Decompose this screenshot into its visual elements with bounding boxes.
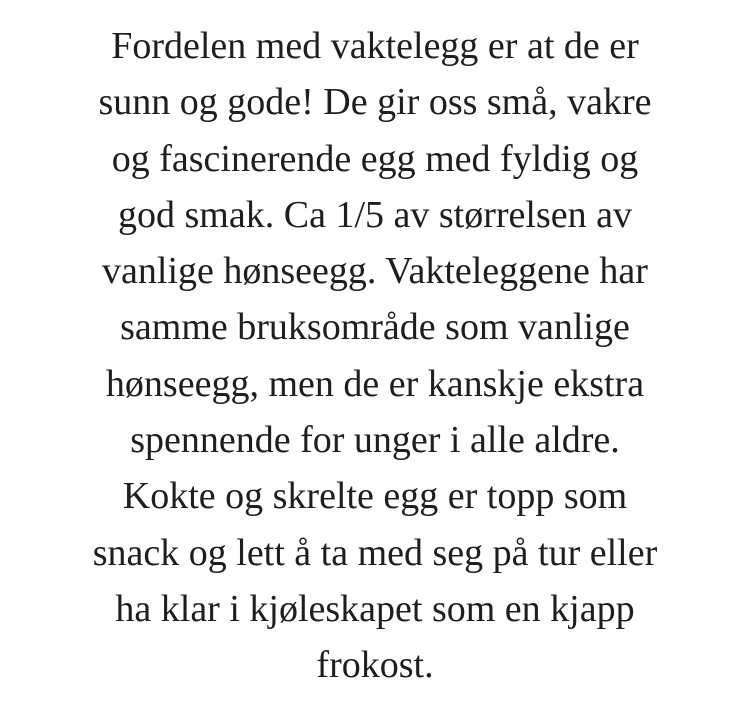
- paragraph-line: vanlige hønseegg. Vakteleggene har: [102, 250, 648, 293]
- paragraph-line: samme bruksområde som vanlige: [120, 306, 630, 349]
- paragraph-line: hønseegg, men de er kanskje ekstra: [105, 362, 645, 405]
- paragraph-line: og fascinerende egg med fyldig og: [111, 137, 639, 180]
- paragraph-line: snack og lett å ta med seg på tur eller: [92, 531, 658, 574]
- paragraph-line: god smak. Ca 1/5 av størrelsen av: [118, 193, 632, 236]
- paragraph-line: Kokte og skrelte egg er topp som: [122, 475, 628, 518]
- paragraph-line: spennende for unger i alle aldre.: [130, 419, 620, 462]
- article-paragraph: [0, 18, 750, 694]
- paragraph-line: ha klar i kjøleskapet som en kjapp: [115, 587, 635, 630]
- paragraph-line: frokost.: [316, 644, 434, 687]
- paragraph-line: Fordelen med vaktelegg er at de er: [111, 25, 639, 67]
- paragraph-line: sunn og gode! De gir oss små, vakre: [98, 81, 652, 124]
